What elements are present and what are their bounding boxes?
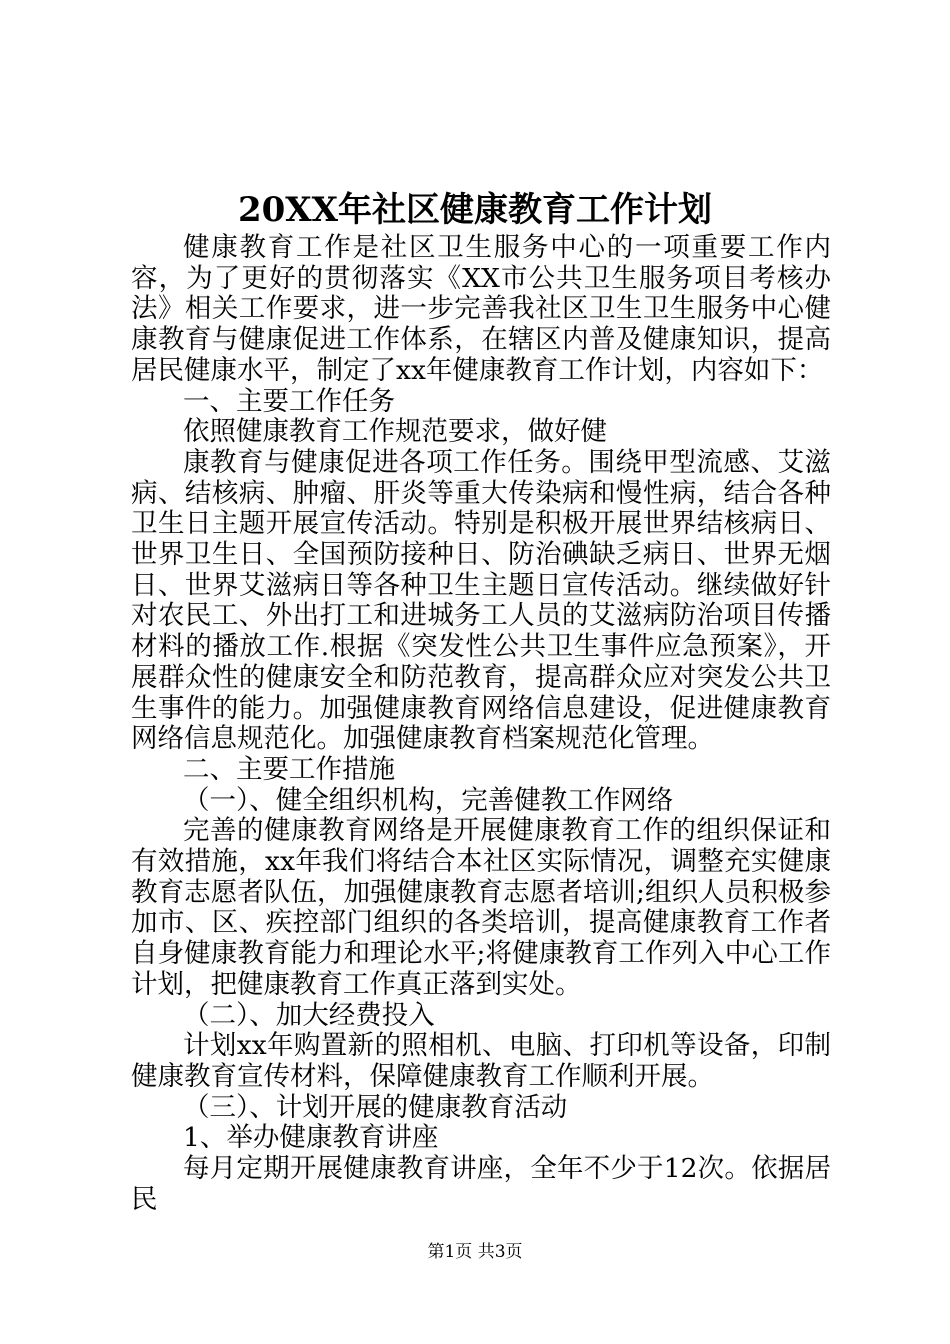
heading-main-tasks: 一、主要工作任务 (183, 385, 395, 417)
subheading-activities: （三）、计划开展的健康教育活动 (183, 1091, 568, 1123)
paragraph-tasks-detail: 康教育与健康促进各项工作任务。围绕甲型流感、艾滋病、结核病、肿瘤、肝炎等重大传染病和慢性病，结合各种卫生日主题开展宣传活动。特别是积极开展世界结核病日、世界卫生日、全国预防接种日、防治碘缺乏病日、世界无烟日、世界艾滋病日等各种卫生主题日宣传活动。继续做好针对农民工、外出打工和进城务工人员的艾滋病防治项目传播材料的播放工作.根据《突发性公共卫生事件应急预案》，开展群众性的健康安全和防范教育，提高群众应对突发公共卫生事件的能力。加强健康教育网络信息建设，促进健康教育网络信息规范化。加强健康教育档案规范化管理。 (131, 446, 831, 755)
item-lectures: 1、举办健康教育讲座 (183, 1122, 439, 1154)
page-footer: 第1页 共3页 (427, 1242, 523, 1262)
subheading-organization: （一）、健全组织机构，完善健教工作网络 (183, 784, 674, 816)
heading-main-measures: 二、主要工作措施 (183, 753, 395, 785)
paragraph-lectures: 每月定期开展健康教育讲座，全年不少于12次。依据居民 (131, 1153, 831, 1215)
paragraph-organization: 完善的健康教育网络是开展健康教育工作的组织保证和有效措施，xx年我们将结合本社区实际情况，调整充实健康教育志愿者队伍，加强健康教育志愿者培训;组织人员积极参加市、区、疾控部门组织的各类培训，提高健康教育工作者自身健康教育能力和理论水平;将健康教育工作列入中心工作计划，把健康教育工作真正落到实处。 (131, 815, 831, 1000)
paragraph-intro: 健康教育工作是社区卫生服务中心的一项重要工作内容，为了更好的贯彻落实《XX市公共卫生服务项目考核办法》相关工作要求，进一步完善我社区卫生卫生服务中心健康教育与健康促进工作体系，在辖区内普及健康知识，提高居民健康水平，制定了xx年健康教育工作计划，内容如下： (131, 232, 831, 386)
document-title: 20XX年社区健康教育工作计划 (237, 190, 713, 230)
paragraph-tasks-lead: 依照健康教育工作规范要求，做好健 (183, 416, 607, 448)
paragraph-funding: 计划xx年购置新的照相机、电脑、打印机等设备，印制健康教育宣传材料，保障健康教育工作顺利开展。 (131, 1030, 831, 1092)
subheading-funding: （二）、加大经费投入 (183, 999, 435, 1031)
document-body (131, 233, 831, 1216)
